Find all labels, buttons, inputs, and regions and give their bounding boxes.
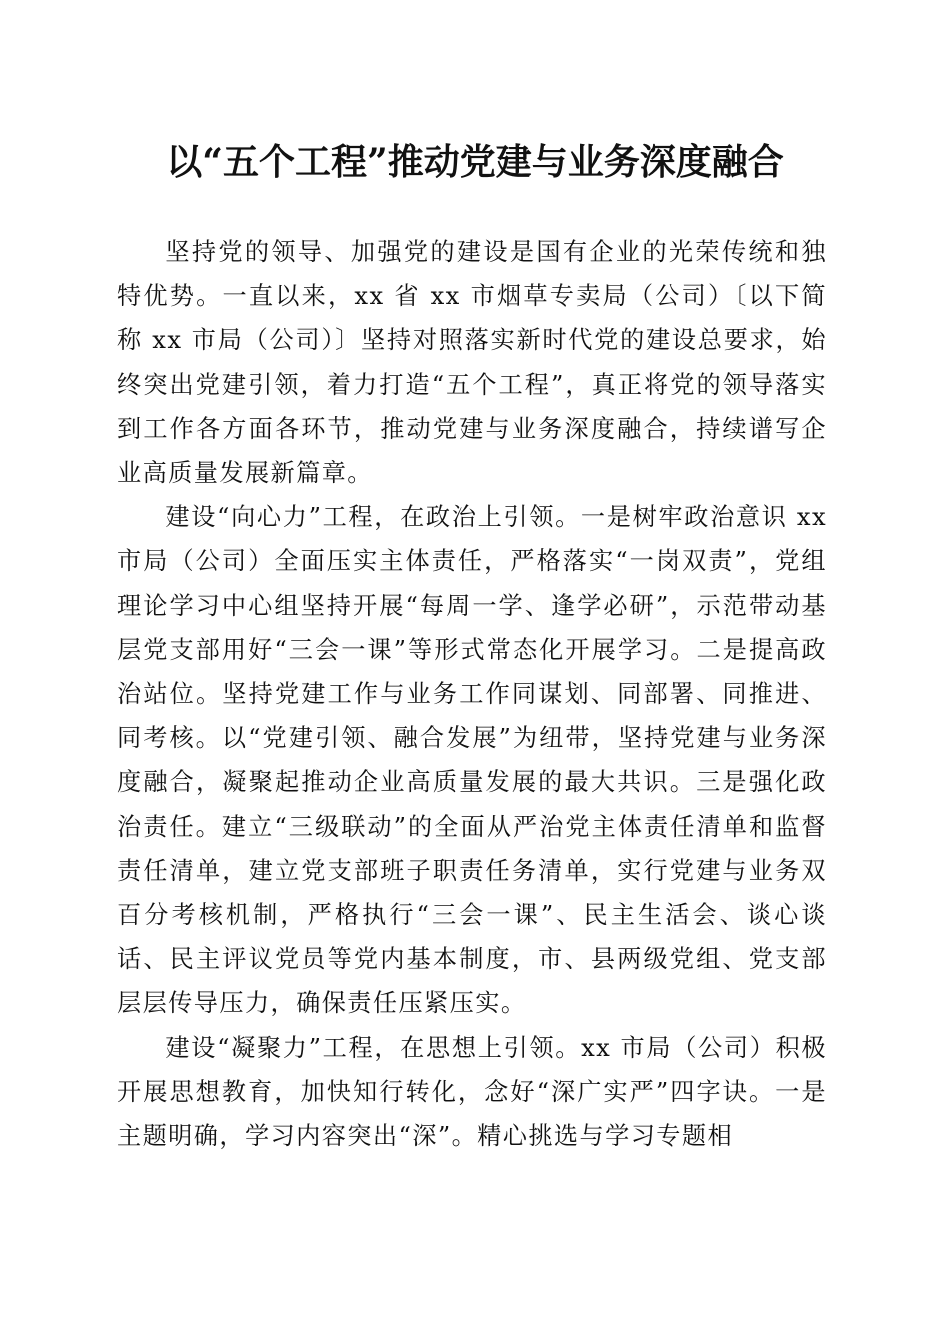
paragraph-xiangxinli: 建设“向心力”工程，在政治上引领。一是树牢政治意识 xx 市局（公司）全面压实主体责任，严格落实“一岗双责”，党组理论学习中心组坚持开展“每周一学、逢学必研”，示范带动基层党支部用好“三会一课”等形式常态化开展学习。二是提高政治站位。坚持党建工作与业务工作同谋划、同部署、同推进、同考核。以“党建引领、融合发展”为纽带，坚持党建与业务深度融合，凝聚起推动企业高质量发展的最大共识。三是强化政治责任。建立“三级联动”的全面从严治党主体责任清单和监督责任清单，建立党支部班子职责任务清单，实行党建与业务双百分考核机制，严格执行“三会一课”、民主生活会、谈心谈话、民主评议党员等党内基本制度，市、县两级党组、党支部层层传导压力，确保责任压紧压实。 — [117, 503, 827, 1018]
paragraph-intro: 坚持党的领导、加强党的建设是国有企业的光荣传统和独特优势。一直以来，xx 省 xx 市烟草专卖局（公司）〔以下简称 xx 市局（公司）〕坚持对照落实新时代党的建设总要求，始终突出党建引领，着力打造“五个工程”，真正将党的领导落实到工作各方面各环节，推动党建与业务深度融合，持续谱写企业高质量发展新篇章。 — [117, 238, 827, 488]
paragraph-ningjuli: 建设“凝聚力”工程，在思想上引领。xx 市局（公司）积极开展思想教育，加快知行转化，念好“深广实严”四字诀。一是主题明确，学习内容突出“深”。精心挑选与学习专题相 — [117, 1033, 827, 1151]
document-title: 以“五个工程”推动党建与业务深度融合 — [166, 141, 784, 183]
document-body — [117, 230, 827, 1158]
